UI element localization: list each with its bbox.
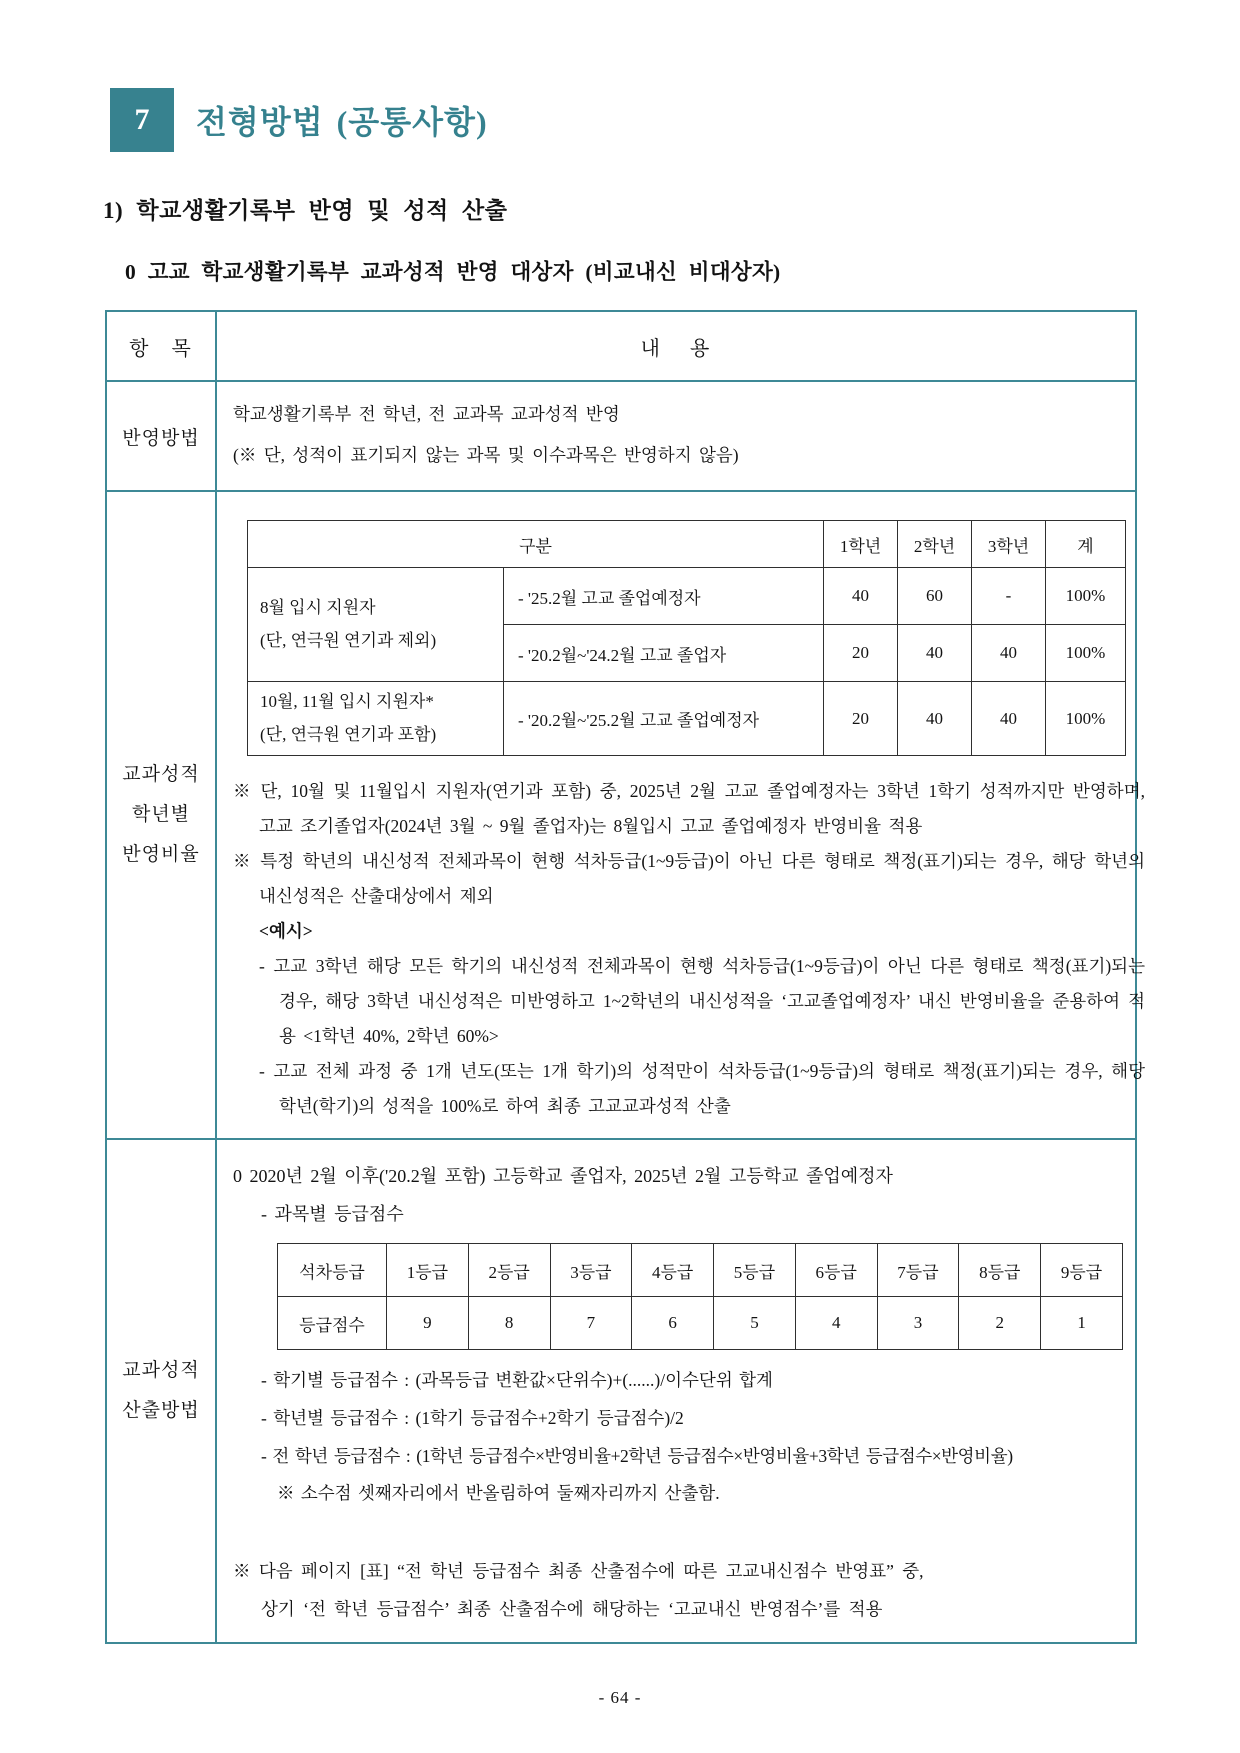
- final-note-line2: 상기 ‘전 학년 등급점수’ 최종 산출점수에 해당하는 ‘고교내신 반영점수’를 적용: [261, 1598, 883, 1619]
- grade-rank: 7등급: [877, 1244, 959, 1297]
- ratio-value-y2: 60: [898, 568, 972, 625]
- content-grade-calculation: [216, 1139, 1136, 1643]
- formula-rounding-note: ※ 소수점 셋째자리에서 반올림하여 둘째자리까지 산출함.: [277, 1483, 720, 1504]
- grade-score-header: 등급점수: [278, 1297, 387, 1350]
- section-number: 7: [134, 103, 150, 136]
- row-grade-calculation: [106, 1139, 1136, 1643]
- group-label-line: 8월 입시 지원자: [260, 598, 376, 618]
- ratio-desc: - '20.2월~'25.2월 고교 졸업예정자: [504, 682, 824, 756]
- formula-all-years: - 전 학년 등급점수 : (1학년 등급점수×반영비율+2학년 등급점수×반영비율+3학년 등급점수×반영비율): [261, 1445, 1013, 1466]
- final-note: [233, 1553, 1121, 1628]
- ratio-header-year3: 3학년: [972, 521, 1046, 568]
- item-label-line: 학년별: [131, 804, 191, 826]
- ratio-table: [247, 520, 1126, 756]
- grade-score: 7: [550, 1297, 632, 1350]
- heading-sub: 0 고교 학교생활기록부 교과성적 반영 대상자 (비교내신 비대상자): [125, 260, 781, 284]
- ratio-value-y3: -: [972, 568, 1046, 625]
- content-reflection-method: [216, 381, 1136, 491]
- item-label-line: 교과성적: [122, 1360, 200, 1382]
- grade-table-rank-row: [278, 1244, 1123, 1297]
- example-item-2: - 고교 전체 과정 중 1개 년도(또는 1개 학기)의 성적만이 석차등급(1~9등급)의 형태로 책정(표기)되는 경우, 해당 학년(학기)의 성적을 100%로 하여 최종 고교교과성적 산출: [259, 1060, 1145, 1116]
- group-label-line: 10월, 11월 입시 지원자*: [260, 692, 434, 712]
- example-item-1: - 고교 3학년 해당 모든 학기의 내신성적 전체과목이 현행 석차등급(1~9등급)이 아닌 다른 형태로 책정(표기)되는 경우, 해당 3학년 내신성적은 미반영하고 1~2학년의 내신성적을 ‘고교졸업예정자’ 내신 반영비율을 준용하여 적용 <1학년 40%, 2학년 60%>: [259, 955, 1145, 1046]
- grade-score: 8: [468, 1297, 550, 1350]
- grade-score: 4: [795, 1297, 877, 1350]
- ratio-value-y1: 40: [824, 568, 898, 625]
- grade-rank: 3등급: [550, 1244, 632, 1297]
- ratio-value-y2: 40: [898, 682, 972, 756]
- section-header: [110, 88, 1137, 152]
- row-grade-ratio: [106, 491, 1136, 1139]
- column-header-item: 항 목: [106, 311, 216, 381]
- main-table-header-row: [106, 311, 1136, 381]
- example-label: <예시>: [259, 920, 313, 941]
- ratio-desc: - '20.2월~'24.2월 고교 졸업자: [504, 625, 824, 682]
- grade-score: 9: [387, 1297, 469, 1350]
- formula-year: - 학년별 등급점수 : (1학기 등급점수+2학기 등급점수)/2: [261, 1408, 684, 1429]
- final-note-line1: ※ 다음 페이지 [표] “전 학년 등급점수 최종 산출점수에 따른 고교내신점수 반영표” 중,: [233, 1560, 924, 1581]
- item-label-line: 반영비율: [122, 843, 200, 865]
- ratio-table-header-row: [248, 521, 1126, 568]
- ratio-desc: - '25.2월 고교 졸업예정자: [504, 568, 824, 625]
- formula-list: [233, 1362, 1121, 1513]
- calculation-sub-intro: - 과목별 등급점수: [261, 1203, 404, 1224]
- grade-rank: 9등급: [1041, 1244, 1123, 1297]
- item-label-line: 산출방법: [122, 1400, 200, 1422]
- section-number-badge: [110, 88, 174, 152]
- ratio-header-year2: 2학년: [898, 521, 972, 568]
- ratio-value-y3: 40: [972, 625, 1046, 682]
- note-oct-nov-applicants: ※ 단, 10월 및 11월입시 지원자(연기과 포함) 중, 2025년 2월 고교 졸업예정자는 3학년 1학기 성적까지만 반영하며, 고교 조기졸업자(2024년 3월 ~ 9월 졸업자)는 8월입시 고교 졸업예정자 반영비율 적용: [233, 780, 1145, 836]
- ratio-row-oct-nov: [248, 682, 1126, 756]
- note-non-rank-grades: ※ 특정 학년의 내신성적 전체과목이 현행 석차등급(1~9등급)이 아닌 다른 형태로 책정(표기)되는 경우, 해당 학년의 내신성적은 산출대상에서 제외: [233, 850, 1145, 906]
- ratio-value-y2: 40: [898, 625, 972, 682]
- grade-rank: 1등급: [387, 1244, 469, 1297]
- ratio-value-total: 100%: [1046, 625, 1126, 682]
- grade-rank: 6등급: [795, 1244, 877, 1297]
- ratio-group-octnov-label: [248, 682, 504, 756]
- row-reflection-method: [106, 381, 1136, 491]
- page-number: - 64 -: [598, 1688, 642, 1707]
- item-label-line: 교과성적: [122, 764, 200, 786]
- item-label-grade-ratio: [106, 491, 216, 1139]
- item-label-reflection-method: 반영방법: [106, 381, 216, 491]
- item-label-grade-calculation: [106, 1139, 216, 1643]
- grade-rank: 8등급: [959, 1244, 1041, 1297]
- grade-score: 2: [959, 1297, 1041, 1350]
- main-table: [105, 310, 1145, 1644]
- ratio-value-total: 100%: [1046, 568, 1126, 625]
- calculation-intro: 0 2020년 2월 이후('20.2월 포함) 고등학교 졸업자, 2025년 2월 고등학교 졸업예정자: [233, 1165, 893, 1186]
- formula-semester: - 학기별 등급점수 : (과목등급 변환값×단위수)+(......)/이수단위 합계: [261, 1370, 773, 1391]
- ratio-row-august-1: [248, 568, 1126, 625]
- column-header-content: 내 용: [216, 311, 1136, 381]
- reflection-method-line1: 학교생활기록부 전 학년, 전 교과목 교과성적 반영: [233, 404, 620, 424]
- ratio-group-august-label: [248, 568, 504, 682]
- grade-rank: 5등급: [714, 1244, 796, 1297]
- group-label-line: (단, 연극원 연기과 포함): [260, 724, 437, 744]
- grade-rank: 4등급: [632, 1244, 714, 1297]
- content-grade-ratio: [216, 491, 1145, 1139]
- grade-rank-header: 석차등급: [278, 1244, 387, 1297]
- grade-score-table: [277, 1243, 1123, 1350]
- ratio-header-total: 계: [1046, 521, 1126, 568]
- grade-score: 6: [632, 1297, 714, 1350]
- ratio-value-y1: 20: [824, 682, 898, 756]
- group-label-line: (단, 연극원 연기과 제외): [260, 630, 437, 650]
- grade-rank: 2등급: [468, 1244, 550, 1297]
- grade-score: 1: [1041, 1297, 1123, 1350]
- grade-table-score-row: [278, 1297, 1123, 1350]
- ratio-header-year1: 1학년: [824, 521, 898, 568]
- grade-score: 3: [877, 1297, 959, 1350]
- section-title: 전형방법 (공통사항): [196, 104, 488, 140]
- ratio-value-y3: 40: [972, 682, 1046, 756]
- grade-score: 5: [714, 1297, 796, 1350]
- ratio-notes: [233, 774, 1145, 1124]
- ratio-header-category: 구분: [248, 521, 824, 568]
- ratio-value-y1: 20: [824, 625, 898, 682]
- heading-main: 1) 학교생활기록부 반영 및 성적 산출: [103, 198, 508, 223]
- reflection-method-line2: (※ 단, 성적이 표기되지 않는 과목 및 이수과목은 반영하지 않음): [233, 445, 739, 466]
- ratio-value-total: 100%: [1046, 682, 1126, 756]
- page-content: [103, 88, 1145, 1644]
